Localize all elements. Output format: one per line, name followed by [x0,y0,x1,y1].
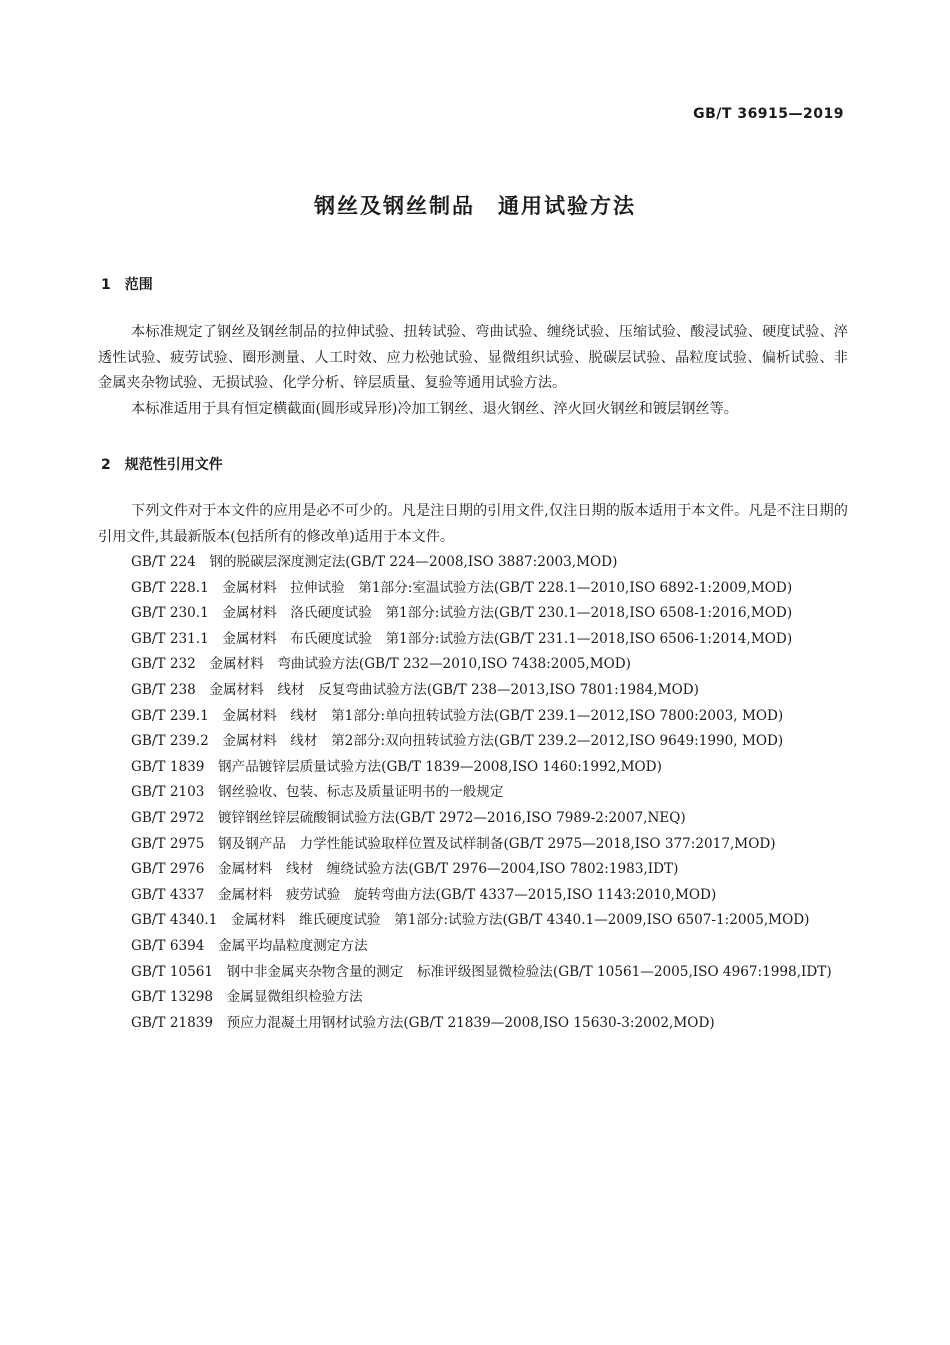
reference-title: 金属材料 维氏硬度试验 第1部分:试验方法(GB/T 4340.1—2009,ISO 6507-1:2005,MOD) [230,912,810,929]
reference-title: 金属材料 线材 反复弯曲试验方法(GB/T 238—2013,ISO 7801:1984,MOD) [209,681,699,698]
reference-title: 金属材料 布氏硬度试验 第1部分:试验方法(GB/T 231.1—2018,ISO 6506-1:2014,MOD) [222,630,793,647]
reference-code: GB/T 2103 [131,784,205,801]
reference-item [98,832,850,858]
reference-item [98,934,850,960]
reference-title: 金属材料 弯曲试验方法(GB/T 232—2010,ISO 7438:2005,MOD) [209,656,631,673]
reference-item [98,908,850,934]
reference-item [98,729,850,755]
reference-code: GB/T 228.1 [131,579,209,596]
reference-item [98,576,850,602]
reference-code: GB/T 10561 [131,963,214,980]
document-title: 钢丝及钢丝制品 通用试验方法 [314,194,636,218]
reference-title: 金属材料 线材 缠绕试验方法(GB/T 2976—2004,ISO 7802:1983,IDT) [218,861,679,878]
reference-title: 金属材料 洛氏硬度试验 第1部分:试验方法(GB/T 230.1—2018,ISO 6508-1:2016,MOD) [222,605,793,622]
reference-code: GB/T 4337 [131,886,205,903]
reference-code: GB/T 13298 [131,989,214,1006]
reference-item [98,1011,850,1037]
reference-title: 预应力混凝土用钢材试验方法(GB/T 21839—2008,ISO 15630-3:2002,MOD) [226,1014,715,1031]
reference-item [98,960,850,986]
standard-number: GB/T 36915—2019 [693,106,844,122]
reference-code: GB/T 239.2 [131,733,209,750]
paragraph: 本标准适用于具有恒定横截面(圆形或异形)冷加工钢丝、退火钢丝、淬火回火钢丝和镀层钢丝等。 [131,400,738,417]
reference-item [98,678,850,704]
reference-title: 钢的脱碳层深度测定法(GB/T 224—2008,ISO 3887:2003,MOD) [209,554,618,570]
reference-item [98,601,850,627]
reference-item [98,755,850,781]
section-heading-normative-references: 2 规范性引用文件 [101,457,223,473]
reference-title: 金属材料 线材 第2部分:双向扭转试验方法(GB/T 239.2—2012,ISO 9649:1990, MOD) [222,733,784,750]
paragraph: 下列文件对于本文件的应用是必不可少的。凡是注日期的引用文件,仅注日期的版本适用于本文件。凡是不注日期的引用文件,其最新版本(包括所有的修改单)适用于本文件。 [98,503,848,545]
reference-title: 金属材料 拉伸试验 第1部分:室温试验方法(GB/T 228.1—2010,ISO 6892-1:2009,MOD) [222,579,793,596]
reference-item [98,883,850,909]
reference-code: GB/T 4340.1 [131,912,218,929]
reference-title: 钢中非金属夹杂物含量的测定 标准评级图显微检验法(GB/T 10561—2005,ISO 4967:1998,IDT) [226,963,832,980]
reference-code: GB/T 2975 [131,835,205,852]
reference-item [98,806,850,832]
reference-code: GB/T 239.1 [131,707,209,724]
reference-item [98,652,850,678]
section-body-normative-references [98,499,848,550]
reference-title: 钢产品镀锌层质量试验方法(GB/T 1839—2008,ISO 1460:1992,MOD) [218,758,662,775]
reference-code: GB/T 2972 [131,809,205,826]
reference-item [98,780,850,806]
reference-code: GB/T 238 [131,681,196,698]
reference-item [98,627,850,653]
reference-title: 金属材料 疲劳试验 旋转弯曲方法(GB/T 4337—2015,ISO 1143:2010,MOD) [218,886,717,903]
reference-item [98,985,850,1011]
section-body-scope [98,320,848,422]
reference-code: GB/T 6394 [131,937,205,954]
paragraph: 本标准规定了钢丝及钢丝制品的拉伸试验、扭转试验、弯曲试验、缠绕试验、压缩试验、酸浸试验、硬度试验、淬透性试验、疲劳试验、圈形测量、人工时效、应力松弛试验、显微组织试验、脱碳层试验、晶粒度试验、偏析试验、非金属夹杂物试验、无损试验、化学分析、锌层质量、复验等通用试验方法。 [98,324,848,391]
reference-title: 钢丝验收、包装、标志及质量证明书的一般规定 [218,784,504,801]
reference-item [98,857,850,883]
reference-code: GB/T 231.1 [131,630,209,647]
reference-item [98,550,850,576]
reference-title: 镀锌钢丝锌层硫酸铜试验方法(GB/T 2972—2016,ISO 7989-2:2007,NEQ) [218,809,686,826]
reference-title: 钢及钢产品 力学性能试验取样位置及试样制备(GB/T 2975—2018,ISO 377:2017,MOD) [218,835,776,852]
reference-title: 金属显微组织检验方法 [226,989,363,1006]
reference-title: 金属平均晶粒度测定方法 [218,937,368,954]
reference-item [98,704,850,730]
reference-code: GB/T 2976 [131,861,205,878]
section-heading-scope: 1 范围 [101,277,153,293]
reference-code: GB/T 232 [131,656,196,673]
reference-title: 金属材料 线材 第1部分:单向扭转试验方法(GB/T 239.1—2012,ISO 7800:2003, MOD) [222,707,784,724]
reference-code: GB/T 224 [131,554,196,570]
reference-code: GB/T 1839 [131,758,205,775]
reference-code: GB/T 21839 [131,1014,214,1031]
reference-code: GB/T 230.1 [131,605,209,622]
reference-list [98,550,850,1036]
